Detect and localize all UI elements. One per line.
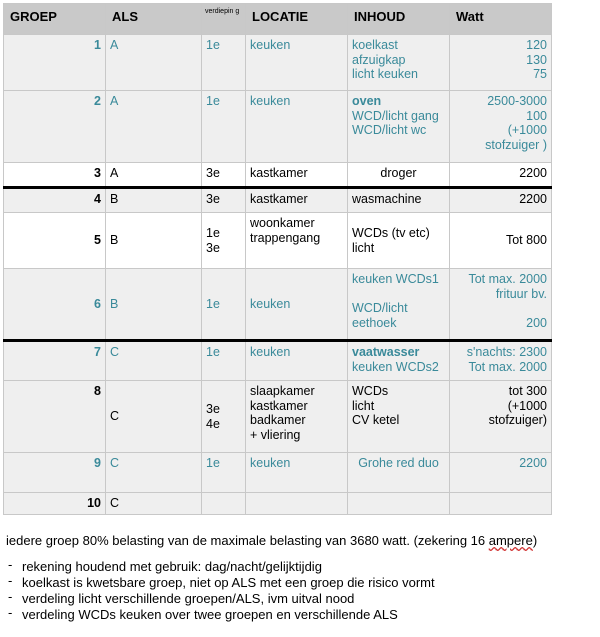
groep-cell: 3: [4, 163, 106, 188]
verdieping-cell: [202, 163, 246, 188]
groups-table: [3, 3, 552, 515]
table-row: [4, 269, 552, 341]
locatie-line: woonkamer: [250, 216, 315, 230]
locatie-cell: [246, 91, 348, 163]
inhoud-line: keuken WCDs1: [352, 272, 439, 286]
inhoud-line: WCDs: [352, 384, 389, 398]
inhoud-line: keuken WCDs2: [352, 359, 439, 374]
locatie-cell: [246, 341, 348, 381]
table-row: [4, 341, 552, 381]
locatie-cell: [246, 188, 348, 213]
table-row: [4, 493, 552, 515]
inhoud-line: Grohe red duo: [358, 456, 439, 470]
watt-line: stofzuiger ): [485, 137, 547, 152]
watt-line: s'nachts: 2300: [466, 345, 547, 359]
watt-cell: [450, 91, 552, 163]
table-row: [4, 91, 552, 163]
inhoud-line: licht: [352, 398, 375, 413]
locatie-cell: [246, 453, 348, 493]
als-cell: A: [106, 163, 202, 188]
inhoud-line: vaatwasser: [352, 345, 420, 359]
verdieping-cell: [202, 35, 246, 91]
inhoud-cell: [348, 213, 450, 269]
als-cell: B: [106, 269, 202, 341]
summary-end: ): [532, 533, 538, 548]
groep-cell: 6: [4, 269, 106, 341]
inhoud-line: WCD/licht wc: [352, 123, 427, 137]
table-row: [4, 381, 552, 453]
verdieping-line: 1e: [206, 226, 220, 240]
table-row: [4, 453, 552, 493]
header-als: ALS: [106, 4, 202, 35]
locatie-line: slaapkamer: [250, 384, 315, 398]
inhoud-cell: [348, 163, 450, 188]
als-cell: C: [106, 381, 202, 453]
header-verdieping: verdiepin g: [202, 4, 246, 35]
table-row: [4, 213, 552, 269]
watt-line: Tot max. 2000: [468, 359, 547, 374]
watt-line: Tot 800: [505, 233, 547, 248]
inhoud-line: licht keuken: [352, 67, 419, 81]
watt-line: [454, 301, 547, 316]
als-cell: C: [106, 493, 202, 515]
watt-line: 120: [526, 38, 547, 52]
locatie-line: kastkamer: [250, 166, 308, 180]
locatie-line: keuken: [250, 38, 291, 52]
groep-cell: 5: [4, 213, 106, 269]
inhoud-line: WCD/licht gang: [352, 108, 439, 123]
verdieping-line: 1e: [206, 38, 220, 52]
inhoud-line: koelkast: [352, 38, 398, 52]
inhoud-cell: [348, 341, 450, 381]
inhoud-cell: [348, 91, 450, 163]
list-item: - verdeling WCDs keuken over twee groepen en verschillende ALS: [6, 607, 435, 623]
locatie-line: keuken: [250, 456, 291, 470]
verdieping-cell: [202, 213, 246, 269]
verdieping-line: 4e: [206, 416, 220, 431]
watt-line: 75: [533, 67, 547, 81]
locatie-line: kastkamer: [250, 398, 308, 413]
watt-line: 2200: [519, 456, 547, 470]
verdieping-cell: [202, 453, 246, 493]
header-watt: Watt: [450, 4, 552, 35]
groep-cell: 1: [4, 35, 106, 91]
header-locatie: LOCATIE: [246, 4, 348, 35]
locatie-cell: [246, 213, 348, 269]
watt-cell: [450, 269, 552, 341]
verdieping-line: 3e: [206, 240, 220, 255]
groep-cell: 8: [4, 381, 106, 453]
inhoud-line: eethoek: [352, 315, 397, 330]
verdieping-cell: [202, 188, 246, 213]
locatie-line: kastkamer: [250, 192, 308, 206]
watt-cell: [450, 453, 552, 493]
inhoud-cell: [348, 269, 450, 341]
watt-cell: [450, 188, 552, 213]
header-row: [4, 4, 552, 35]
groep-cell: 9: [4, 453, 106, 493]
verdieping-cell: [202, 341, 246, 381]
watt-line: 100: [526, 108, 547, 123]
inhoud-cell: [348, 188, 450, 213]
verdieping-line: 1e: [206, 456, 220, 470]
verdieping-line: 3e: [206, 192, 220, 206]
watt-cell: [450, 381, 552, 453]
inhoud-line: afzuigkap: [352, 52, 406, 67]
watt-cell: [450, 493, 552, 515]
inhoud-line: oven: [352, 94, 382, 108]
locatie-cell: [246, 163, 348, 188]
list-item: - koelkast is kwetsbare groep, niet op ALS met een groep die risico vormt: [6, 575, 435, 591]
inhoud-line: droger: [380, 166, 417, 180]
header-groep: GROEP: [4, 4, 106, 35]
summary-note: [6, 533, 537, 548]
verdieping-line: 3e: [206, 402, 220, 416]
verdieping-line: 1e: [206, 94, 220, 108]
watt-cell: [450, 163, 552, 188]
inhoud-line: WCDs (tv etc): [352, 226, 430, 240]
als-cell: C: [106, 341, 202, 381]
list-item: - verdeling licht verschillende groepen/ALS, ivm uitval nood: [6, 591, 435, 607]
locatie-line: keuken: [250, 345, 291, 359]
als-cell: A: [106, 35, 202, 91]
inhoud-line: licht: [352, 240, 375, 255]
locatie-line: keuken: [250, 94, 291, 108]
inhoud-cell: [348, 381, 450, 453]
notes-list: [6, 559, 435, 623]
inhoud-line: [352, 287, 445, 302]
locatie-cell: [246, 381, 348, 453]
watt-line: Tot max. 2000: [468, 272, 547, 286]
watt-line: 2200: [519, 166, 547, 180]
verdieping-line: 3e: [206, 166, 220, 180]
inhoud-cell: [348, 493, 450, 515]
locatie-cell: [246, 269, 348, 341]
verdieping-cell: [202, 91, 246, 163]
locatie-cell: [246, 493, 348, 515]
watt-line: stofzuiger): [488, 413, 547, 427]
watt-line: 130: [526, 52, 547, 67]
watt-line: (+1000: [507, 123, 547, 137]
watt-line: 2500-3000: [487, 94, 547, 108]
locatie-line: trappengang: [250, 230, 321, 245]
watt-line: frituur bv.: [495, 286, 547, 301]
watt-cell: [450, 35, 552, 91]
inhoud-line: CV ketel: [352, 413, 400, 427]
table-row: [4, 35, 552, 91]
locatie-cell: [246, 35, 348, 91]
locatie-line: badkamer: [250, 413, 306, 427]
als-cell: C: [106, 453, 202, 493]
inhoud-line: wasmachine: [352, 192, 422, 206]
watt-cell: [450, 341, 552, 381]
verdieping-line: 1e: [206, 345, 220, 359]
als-cell: B: [106, 188, 202, 213]
summary-main: iedere groep 80% belasting van de maximale belasting van 3680 watt. (zekering 16: [6, 533, 489, 548]
groep-cell: 4: [4, 188, 106, 213]
watt-line: tot 300: [508, 384, 547, 398]
table-row: [4, 163, 552, 188]
summary-ampere: ampere: [488, 533, 533, 548]
watt-cell: [450, 213, 552, 269]
locatie-line: keuken: [250, 296, 291, 311]
als-cell: B: [106, 213, 202, 269]
verdieping-cell: [202, 493, 246, 515]
verdieping-line: 1e: [206, 296, 220, 311]
watt-line: 200: [526, 315, 547, 330]
inhoud-cell: [348, 453, 450, 493]
table-row: [4, 188, 552, 213]
groep-cell: 2: [4, 91, 106, 163]
inhoud-cell: [348, 35, 450, 91]
groep-cell: 10: [4, 493, 106, 515]
verdieping-cell: [202, 269, 246, 341]
watt-line: 2200: [519, 192, 547, 206]
verdieping-cell: [202, 381, 246, 453]
header-inhoud: INHOUD: [348, 4, 450, 35]
inhoud-line: WCD/licht: [352, 301, 408, 315]
locatie-line: + vliering: [250, 427, 301, 442]
watt-line: (+1000: [507, 398, 547, 413]
groep-cell: 7: [4, 341, 106, 381]
als-cell: A: [106, 91, 202, 163]
list-item: - rekening houdend met gebruik: dag/nacht/gelijktijdig: [6, 559, 435, 575]
